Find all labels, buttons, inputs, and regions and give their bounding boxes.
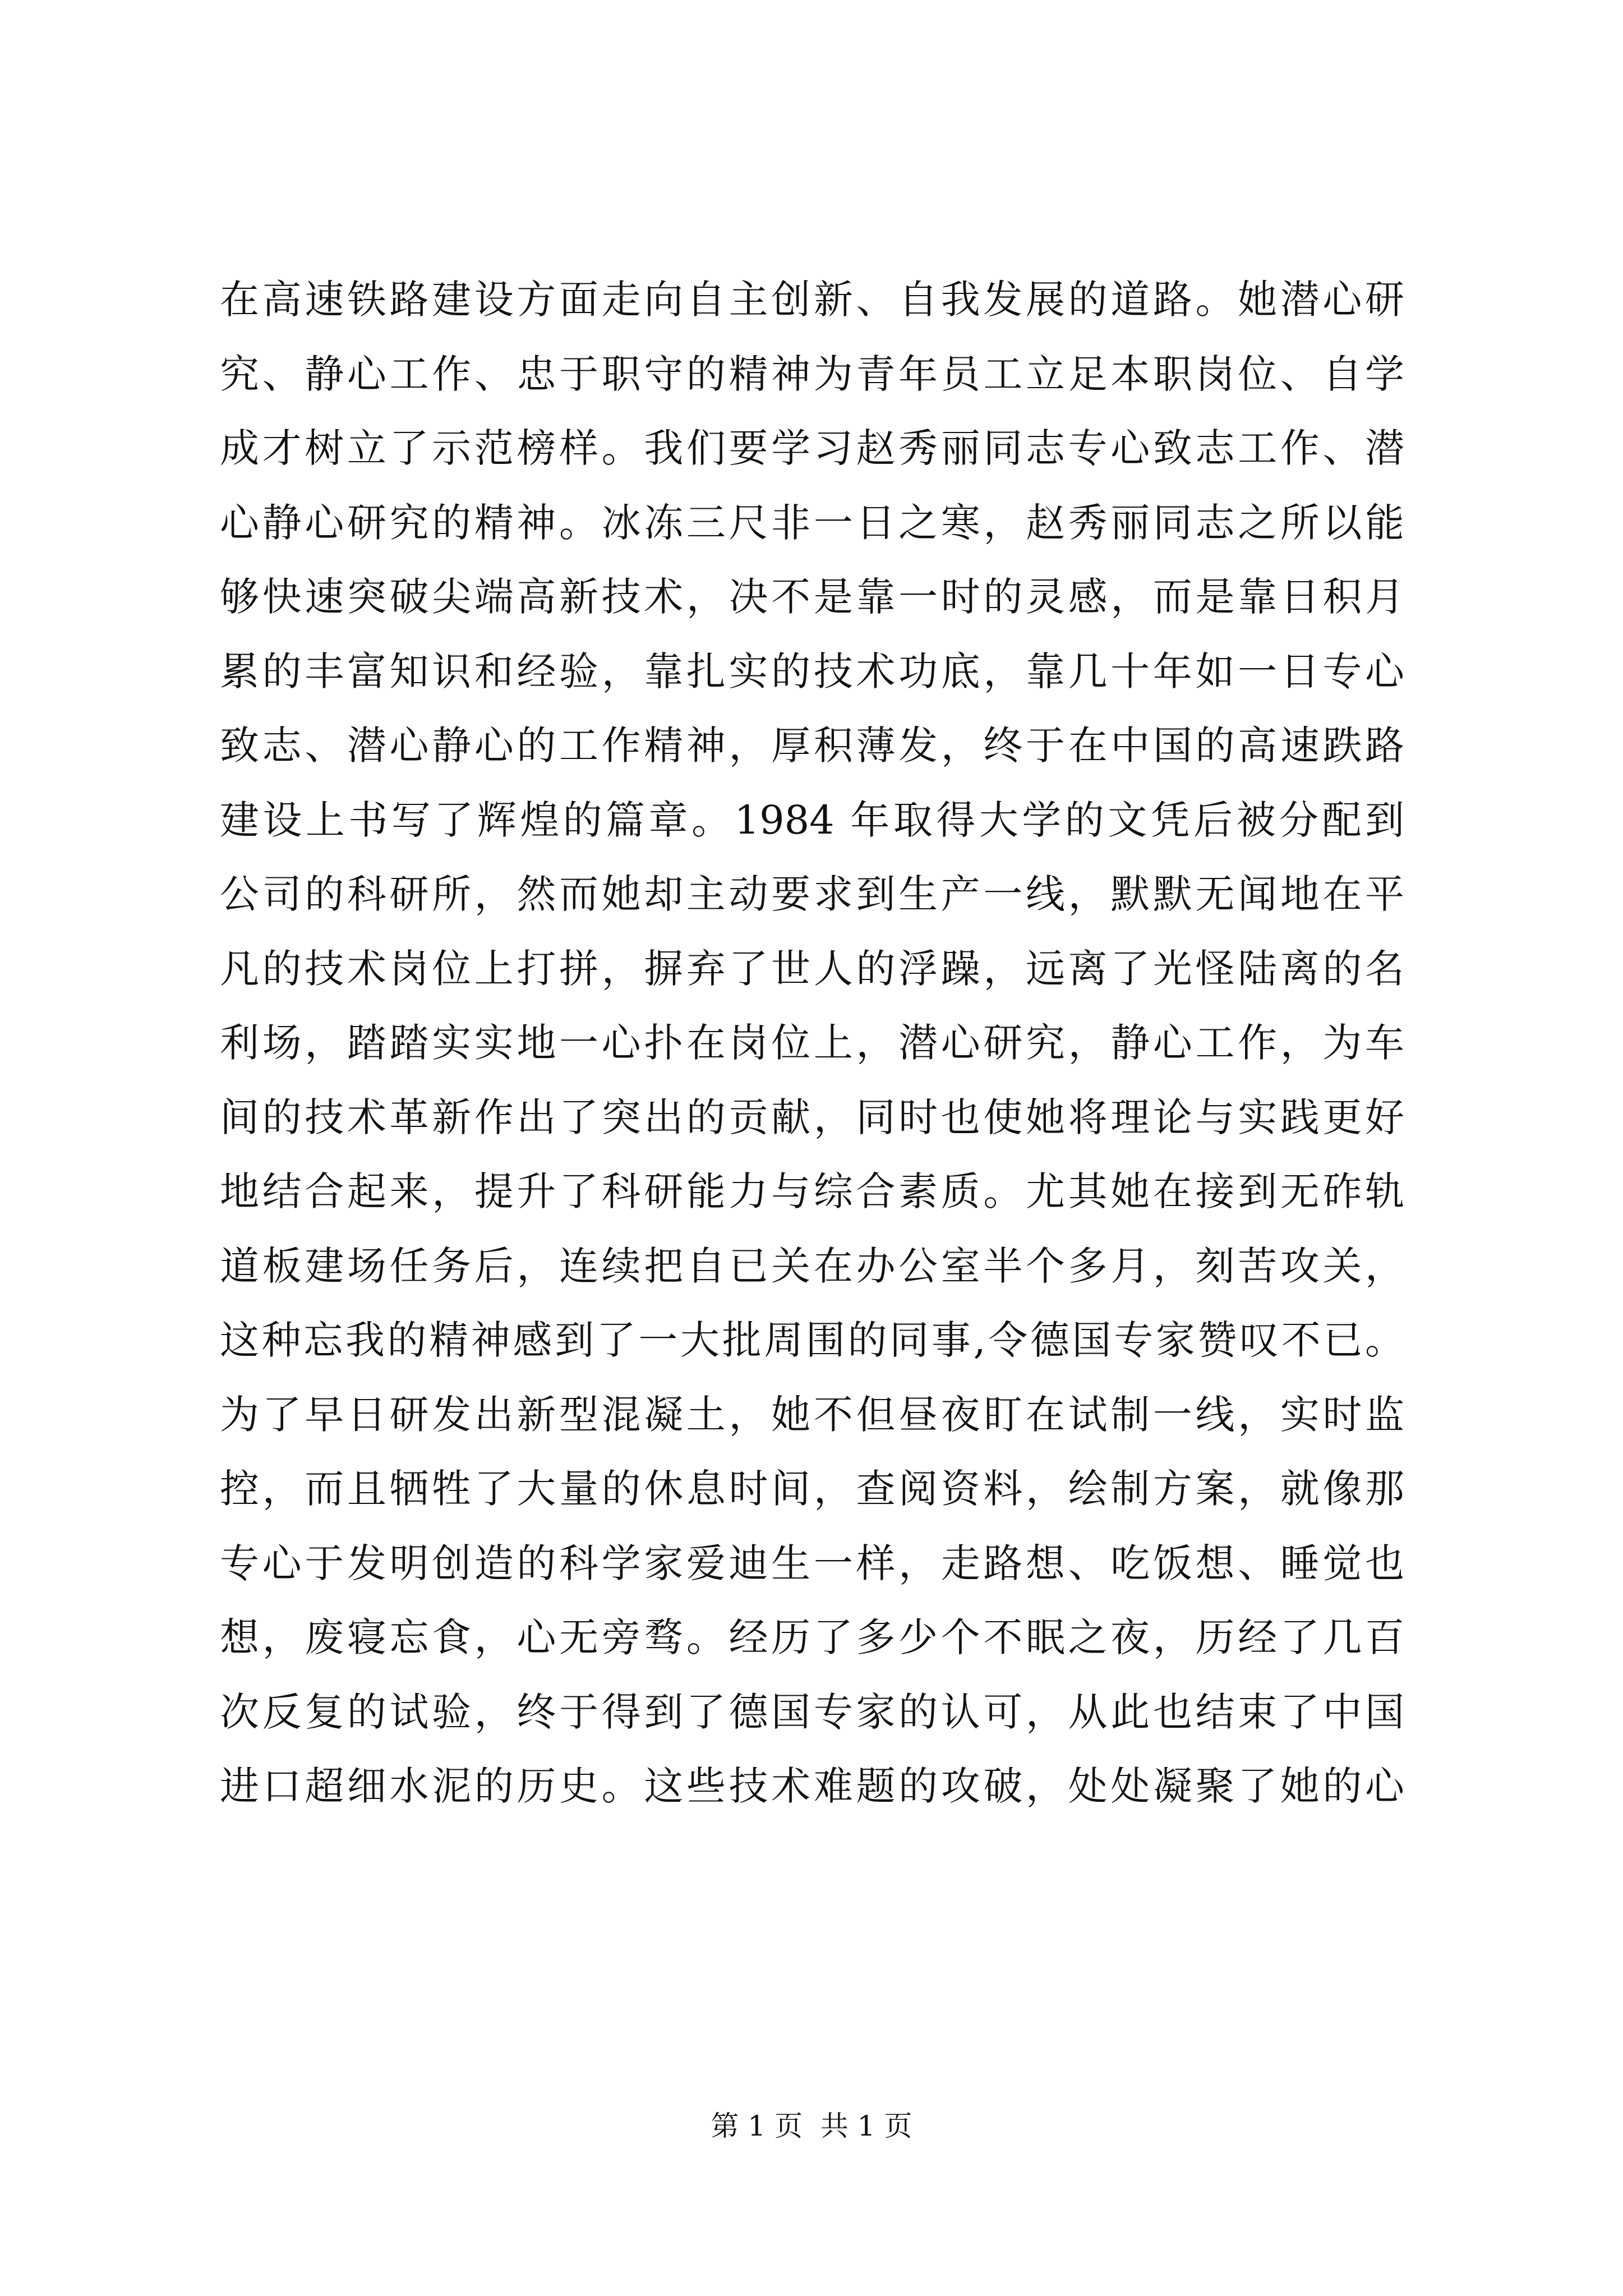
body-paragraph: [220, 263, 1404, 1824]
text-line-16: 为了早日研发出新型混凝土，她不但昼夜盯在试制一线，实时监: [220, 1391, 1404, 1438]
text-line-15: 这种忘我的精神感到了一大批周围的同事,令德国专家赞叹不已。: [220, 1317, 1404, 1363]
text-line-12: 间的技术革新作出了突出的贡献，同时也使她将理论与实践更好: [220, 1094, 1404, 1140]
text-line-6: 累的丰富知识和经验，靠扎实的技术功底，靠几十年如一日专心: [220, 648, 1404, 694]
text-line-10: 凡的技术岗位上打拼，摒弃了世人的浮躁，远离了光怪陆离的名: [220, 945, 1404, 992]
text-line-5: 够快速突破尖端高新技术，决不是靠一时的灵感，而是靠日积月: [220, 574, 1404, 620]
text-line-21: 进口超细水泥的历史。这些技术难题的攻破，处处凝聚了她的心: [220, 1763, 1404, 1809]
text-line-9: 公司的科研所，然而她却主动要求到生产一线，默默无闻地在平: [220, 871, 1404, 917]
text-line-18: 专心于发明创造的科学家爱迪生一样，走路想、吃饭想、睡觉也: [220, 1540, 1404, 1586]
page-number-footer: 第 1 页 共 1 页: [711, 2110, 912, 2142]
text-line-11: 利场，踏踏实实地一心扑在岗位上，潜心研究，静心工作，为车: [220, 1020, 1404, 1066]
text-line-17: 控，而且牺牲了大量的休息时间，查阅资料，绘制方案，就像那: [220, 1466, 1404, 1512]
text-line-2: 究、静心工作、忠于职守的精神为青年员工立足本职岗位、自学: [220, 351, 1404, 397]
text-line-19: 想，废寝忘食，心无旁骛。经历了多少个不眠之夜，历经了几百: [220, 1614, 1404, 1660]
text-line-3: 成才树立了示范榜样。我们要学习赵秀丽同志专心致志工作、潜: [220, 425, 1404, 471]
text-line-1: 在高速铁路建设方面走向自主创新、自我发展的道路。她潜心研: [220, 277, 1404, 323]
text-line-13: 地结合起来，提升了科研能力与综合素质。尤其她在接到无砟轨: [220, 1168, 1404, 1214]
text-line-7: 致志、潜心静心的工作精神，厚积薄发，终于在中国的高速跌路: [220, 723, 1404, 769]
text-line-14: 道板建场任务后，连续把自已关在办公室半个多月，刻苦攻关，: [220, 1243, 1404, 1289]
text-line-4: 心静心研究的精神。冰冻三尺非一日之寒，赵秀丽同志之所以能: [220, 499, 1404, 546]
text-line-20: 次反复的试验，终于得到了德国专家的认可，从此也结束了中国: [220, 1688, 1404, 1735]
text-line-8: 建设上书写了辉煌的篇章。1984 年取得大学的文凭后被分配到: [220, 797, 1404, 843]
